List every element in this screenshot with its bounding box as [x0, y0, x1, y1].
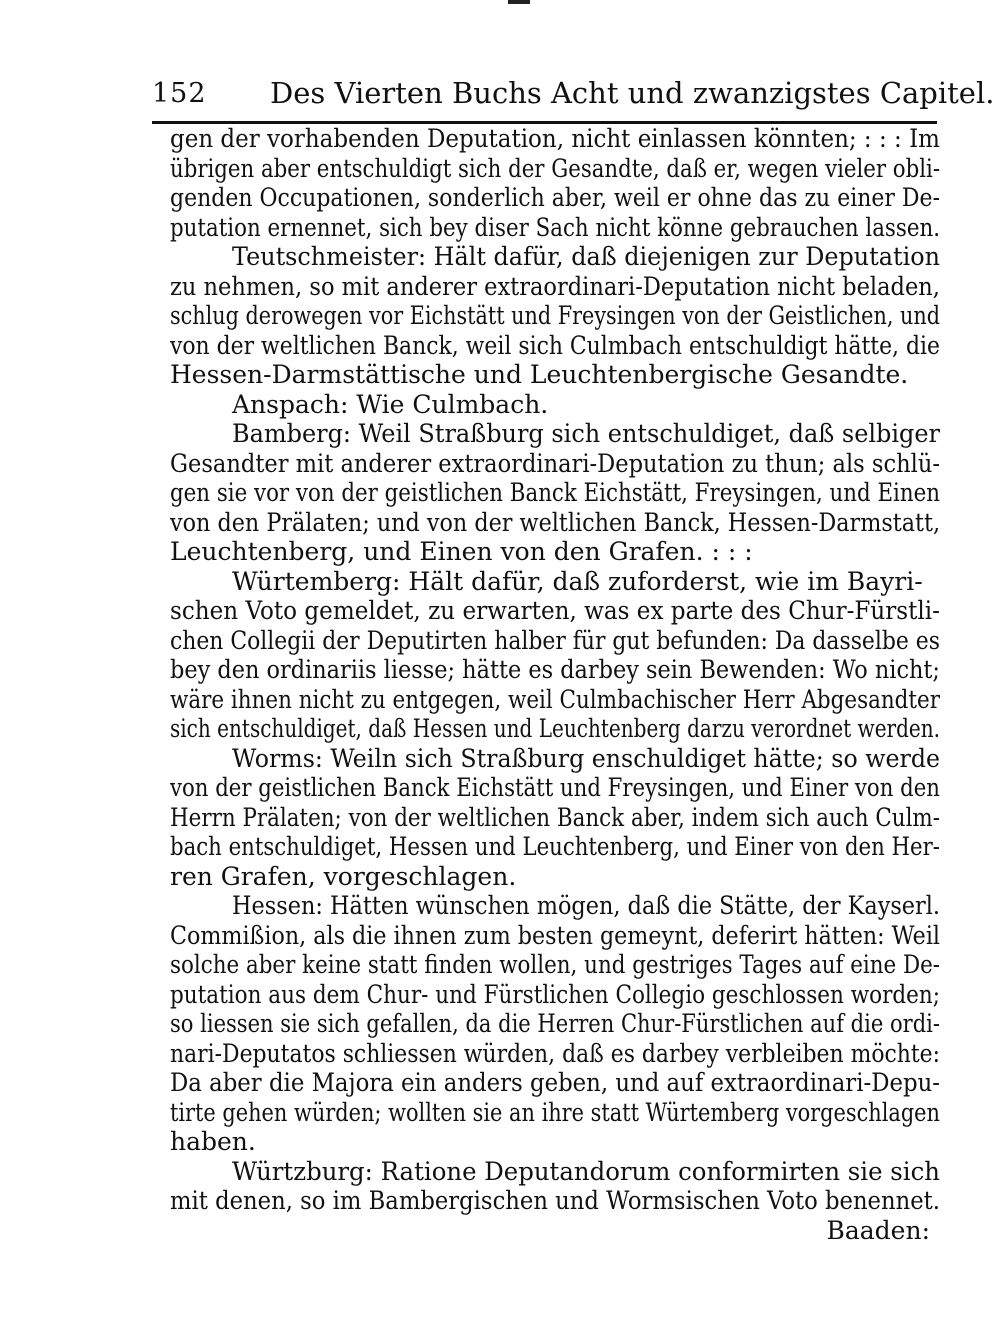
text-line: sich entschuldiget, daß Hessen und Leuchtenberg darzu verordnet werden.: [170, 714, 940, 743]
text-line: so liessen sie sich gefallen, da die Herren Chur-Fürstlichen auf die ordi-: [170, 1009, 940, 1038]
text-line: nari-Deputatos schliessen würden, daß es darbey verbleiben möchte:: [170, 1038, 940, 1068]
text-line: Hessen: Hätten wünschen mögen, daß die Stätte, der Kayserl.: [232, 891, 940, 920]
running-head: Des Vierten Buchs Acht und zwanzigstes Capitel.: [270, 76, 995, 110]
body-text: [170, 124, 940, 1245]
text-line: Herrn Prälaten; von der weltlichen Banck aber, indem sich auch Culm-: [170, 802, 940, 832]
text-line: bey den ordinariis liesse; hätte es darbey sein Bewenden: Wo nicht;: [170, 655, 940, 684]
text-line: schlug derowegen vor Eichstätt und Freysingen von der Geistlichen, und: [170, 301, 940, 330]
text-line: Teutschmeister: Hält dafür, daß diejenigen zur Deputation: [232, 242, 940, 271]
text-line: Leuchtenberg, und Einen von den Grafen. : : :: [170, 537, 753, 566]
text-line: solche aber keine statt finden wollen, und gestriges Tages auf eine De-: [170, 950, 940, 979]
text-line: Würtemberg: Hält dafür, daß zuforderst, wie im Bayri-: [232, 566, 923, 596]
catchword: Baaden:: [826, 1215, 930, 1245]
text-line: Hessen-Darmstättische und Leuchtenbergische Gesandte.: [170, 360, 909, 389]
text-line: gen der vorhabenden Deputation, nicht einlassen könnten; : : : Im: [170, 124, 940, 153]
page-number: 152: [152, 78, 207, 109]
text-line: von der weltlichen Banck, weil sich Culmbach entschuldigt hätte, die: [170, 330, 940, 360]
text-line: mit denen, so im Bambergischen und Wormsischen Voto benennet.: [170, 1186, 940, 1215]
text-line: chen Collegii der Deputirten halber für gut befunden: Da dasselbe es: [170, 625, 940, 655]
text-line: Bamberg: Weil Straßburg sich entschuldiget, daß selbiger: [232, 419, 940, 448]
text-line: putation ernennet, sich bey diser Sach nicht könne gebrauchen lassen.: [170, 212, 940, 242]
text-line: genden Occupationen, sonderlich aber, weil er ohne das zu einer De-: [170, 183, 940, 212]
text-line: Worms: Weiln sich Straßburg enschuldiget hätte; so werde: [232, 743, 940, 773]
text-line: Da aber die Majora ein anders geben, und auf extraordinari-Depu-: [170, 1068, 940, 1097]
text-line: von den Prälaten; und von der weltlichen Banck, Hessen-Darmstatt,: [170, 507, 940, 537]
text-line: schen Voto gemeldet, zu erwarten, was ex parte des Chur-Fürstli-: [170, 596, 940, 625]
text-line: Anspach: Wie Culmbach.: [232, 389, 549, 419]
top-edge-mark: [508, 0, 530, 4]
text-line: bach entschuldiget, Hessen und Leuchtenberg, und Einer von den Her-: [170, 832, 940, 861]
text-line: haben.: [170, 1127, 256, 1156]
text-line: gen sie vor von der geistlichen Banck Eichstätt, Freysingen, und Einen: [170, 478, 940, 507]
text-line: zu nehmen, so mit anderer extraordinari-Deputation nicht beladen,: [170, 271, 940, 301]
text-line: putation aus dem Chur- und Fürstlichen Collegio geschlossen worden;: [170, 979, 940, 1009]
text-line: Würtzburg: Ratione Deputandorum conformirten sie sich: [232, 1156, 940, 1186]
text-line: Commißion, als die ihnen zum besten gemeynt, deferirt hätten: Weil: [170, 920, 940, 950]
page-header: [152, 72, 995, 112]
text-line: wäre ihnen nicht zu entgegen, weil Culmbachischer Herr Abgesandter: [170, 684, 940, 714]
text-line: ren Grafen, vorgeschlagen.: [170, 861, 517, 891]
text-line: Gesandter mit anderer extraordinari-Deputation zu thun; als schlü-: [170, 448, 940, 478]
text-line: tirte gehen würden; wollten sie an ihre statt Würtemberg vorgeschlagen: [170, 1097, 940, 1127]
text-line: von der geistlichen Banck Eichstätt und Freysingen, und Einer von den: [170, 773, 940, 802]
text-line: übrigen aber entschuldigt sich der Gesandte, daß er, wegen vieler obli-: [170, 153, 940, 183]
